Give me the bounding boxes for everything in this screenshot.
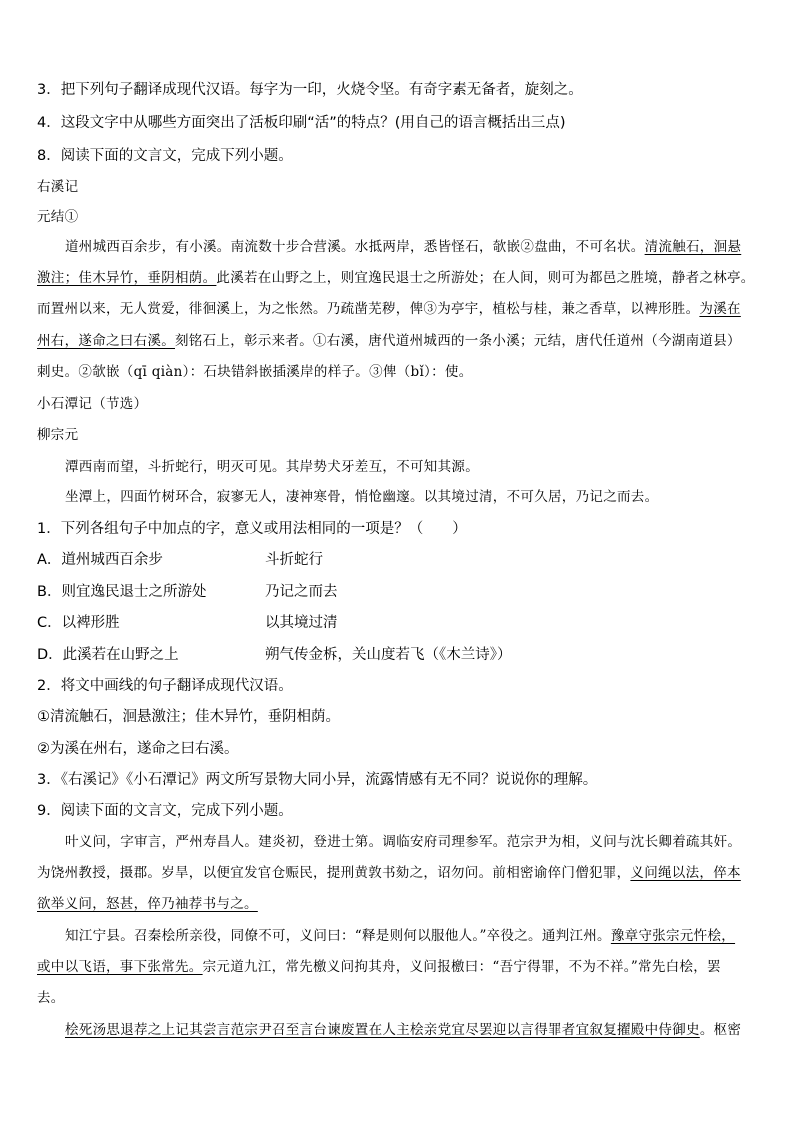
passage-text: 宗元道九江，常先檄义问拘其舟，义问报檄曰：“吾宁得罪，不为不祥。”常先白桧，罢 [202, 959, 721, 975]
passage-1-title: 右溪记 [37, 179, 79, 195]
passage-text: 知江宁县。召秦桧所亲役，同僚不可，义问曰：“释是则何以服他人。”卒役之。通判江州。 [65, 928, 611, 944]
underlined-sentence: 豫章守张宗元忤桧， [610, 928, 736, 944]
passage-3-line: 去。 [37, 990, 65, 1006]
question-3: 3．《右溪记》《小石潭记》两文所写景物大同小异，流露情感有无不同？说说你的理解。 [37, 772, 598, 788]
question-2-item-1: ①清流触石，洄悬激注；佳木异竹，垂阴相荫。 [37, 709, 340, 725]
question-1: 1．下列各组句子中加点的字，意义或用法相同的一项是？（ ） [37, 521, 467, 537]
question-4-features: 4．这段文字中从哪些方面突出了活板印刷“活”的特点？(用自己的语言概括出三点) [37, 115, 566, 131]
passage-1-line [65, 237, 774, 257]
option-a [37, 550, 774, 570]
question-8-intro: 8．阅读下面的文言文，完成下列小题。 [37, 148, 293, 164]
passage-1-line [37, 331, 774, 351]
underlined-sentence: 激注；佳木异竹，垂阴相荫。 [37, 270, 217, 286]
passage-3-line [37, 863, 774, 883]
underlined-sentence: 清流触石，洄悬 [644, 239, 742, 255]
option-b-left: B．则宜逸民退士之所游处 [37, 584, 207, 600]
passage-2-line: 坐潭上，四面竹树环合，寂寥无人，凄神寒骨，悄怆幽邃。以其境过清，不可久居，乃记之而去。 [65, 489, 659, 505]
passage-text: 刻铭石上，彰示来者。①右溪，唐代道州城西的一条小溪；元结，唐代任道州（今湖南道县） [175, 333, 741, 349]
passage-2-title: 小石潭记（节选） [37, 396, 148, 412]
passage-1-author: 元结① [37, 209, 79, 225]
option-d-right: 朔气传金柝，关山度若飞（《木兰诗》） [265, 647, 512, 663]
passage-text: 为饶州教授，摄郡。岁旱，以便宜发官仓赈民，提刑黄敦书劾之，诏勿问。前相密谕倅门僧犯罪， [37, 865, 631, 881]
underlined-sentence: 桧死汤思退荐之上记其尝言范宗尹召至言台谏废置在人主桧亲党宜尽罢迎以言得罪者宜叙复擢殿中侍御史 [65, 1022, 700, 1038]
option-c [37, 613, 774, 633]
passage-3-line [37, 957, 774, 977]
passage-1-line [37, 299, 774, 319]
question-9-intro: 9．阅读下面的文言文，完成下列小题。 [37, 803, 293, 819]
passage-1-footnotes: 刺史。②欹嵌（qī qiàn）：石块错斜嵌插溪岸的样子。③俾（bǐ）：使。 [37, 364, 473, 380]
underlined-sentence: 欲举义问，怒甚，倅乃袖荐书与之。 [37, 896, 258, 912]
passage-text: 道州城西百余步，有小溪。南流数十步合营溪。水抵两岸，悉皆怪石，欹嵌②盘曲，不可名状。 [65, 239, 645, 255]
passage-text: 而置州以来，无人赏爱，徘徊溪上，为之怅然。乃疏凿芜秽，俾③为亭宇，植松与桂，兼之香草，以裨形胜。 [37, 301, 700, 317]
underlined-sentence: 义问绳以法，倅本 [630, 865, 741, 881]
question-3-translate: 3．把下列句子翻译成现代汉语。每字为一印，火烧令坚。有奇字素无备者，旋刻之。 [37, 82, 583, 98]
option-a-left: A．道州城西百余步 [37, 552, 163, 568]
option-c-right: 以其境过清 [265, 615, 338, 631]
option-d-left: D．此溪若在山野之上 [37, 647, 179, 663]
passage-text: 此溪若在山野之上，则宜逸民退士之所游处；在人间，则可为都邑之胜境，静者之林亭。 [216, 270, 755, 286]
option-d [37, 645, 774, 665]
option-a-right: 斗折蛇行 [265, 552, 323, 568]
passage-1-line [37, 268, 774, 288]
underlined-sentence: 为溪在 [699, 301, 741, 317]
underlined-sentence: 州右，遂命之曰右溪。 [37, 333, 175, 349]
option-c-left: C．以裨形胜 [37, 615, 120, 631]
passage-3-line: 叶义问，字审言，严州寿昌人。建炎初，登进士第。调临安府司理参军。范宗尹为相，义问与沈长卿着疏其奸。 [65, 834, 742, 850]
passage-3-line [37, 894, 774, 914]
underlined-sentence: 或中以飞语，事下张常先。 [37, 959, 203, 975]
passage-3-line [65, 1020, 774, 1040]
question-2: 2．将文中画线的句子翻译成现代汉语。 [37, 678, 293, 694]
passage-text: 。枢密 [699, 1022, 742, 1038]
passage-2-author: 柳宗元 [37, 427, 79, 443]
passage-2-line: 潭西南而望，斗折蛇行，明灭可见。其岸势犬牙差互，不可知其源。 [65, 459, 479, 475]
passage-3-line [65, 926, 774, 946]
option-b [37, 582, 774, 602]
question-2-item-2: ②为溪在州右，遂命之曰右溪。 [37, 741, 239, 757]
option-b-right: 乃记之而去 [265, 584, 338, 600]
